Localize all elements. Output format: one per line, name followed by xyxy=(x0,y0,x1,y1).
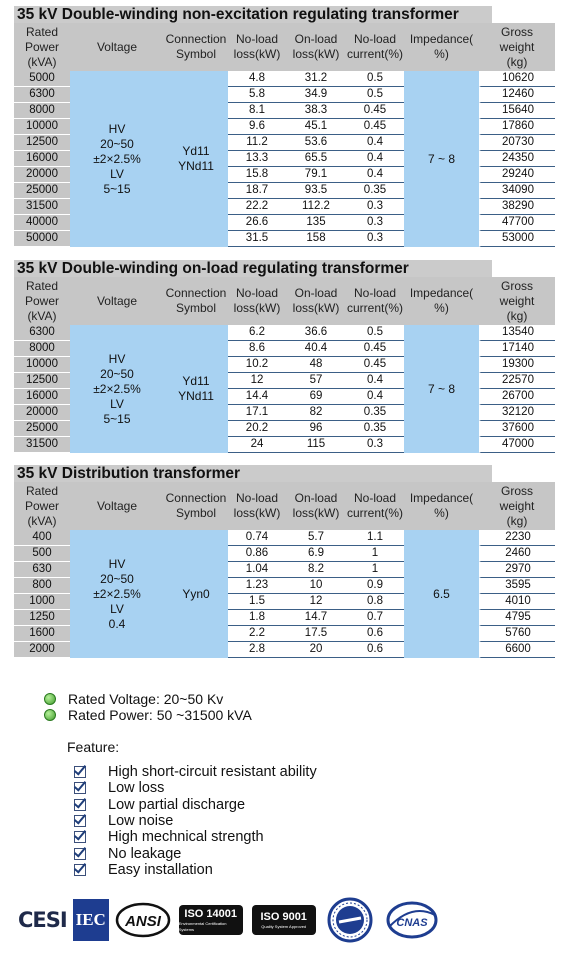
header-line: loss(kW) xyxy=(233,506,281,520)
header-line: weight xyxy=(499,498,535,513)
connection-line: YNd11 xyxy=(178,159,214,173)
onload-loss-cell: 135 xyxy=(286,215,346,231)
feature-item xyxy=(74,764,317,780)
connection-line: YNd11 xyxy=(178,389,214,403)
noload-current-cell: 0.35 xyxy=(346,405,404,421)
header-line: No-load xyxy=(353,32,397,46)
noload-current-cell: 0.7 xyxy=(346,610,404,626)
rated-power-cell: 31500 xyxy=(14,437,70,453)
gross-weight-cell: 15640 xyxy=(479,103,555,119)
noload-loss-cell: 6.2 xyxy=(228,325,286,341)
gross-weight-cell: 19300 xyxy=(479,357,555,373)
header-line: loss(kW) xyxy=(233,47,281,61)
spec-text: Rated Voltage: 20~50 Kv xyxy=(68,691,224,707)
column-header-onload-loss xyxy=(286,277,346,325)
header-line: On-load xyxy=(294,286,338,300)
noload-current-cell: 0.6 xyxy=(346,626,404,642)
noload-loss-cell: 1.04 xyxy=(228,562,286,578)
gross-weight-cell: 53000 xyxy=(479,231,555,247)
green-bullet-icon xyxy=(44,709,56,721)
header-line: current(%) xyxy=(346,301,403,315)
voltage-cell xyxy=(70,71,164,247)
header-line: Gross xyxy=(500,483,533,498)
header-line: Connection xyxy=(165,491,227,505)
header-line: No-load xyxy=(353,286,397,300)
gross-weight-cell: 13540 xyxy=(479,325,555,341)
checkbox-checked-icon xyxy=(74,766,86,778)
feature-text: Low loss xyxy=(108,780,165,797)
gross-weight-cell: 32120 xyxy=(479,405,555,421)
voltage-line: ±2×2.5% xyxy=(93,381,141,396)
certification-logos xyxy=(18,898,441,942)
column-header-noload-current xyxy=(346,277,404,325)
onload-loss-cell: 36.6 xyxy=(286,325,346,341)
onload-loss-cell: 158 xyxy=(286,231,346,247)
noload-loss-cell: 2.8 xyxy=(228,642,286,658)
noload-loss-cell: 5.8 xyxy=(228,87,286,103)
rated-power-cell: 31500 xyxy=(14,199,70,215)
checkbox-checked-icon xyxy=(74,799,86,811)
header-line: Symbol xyxy=(175,47,216,61)
rated-power-cell: 50000 xyxy=(14,231,70,247)
noload-current-cell: 0.3 xyxy=(346,231,404,247)
noload-current-cell: 1.1 xyxy=(346,530,404,546)
column-header-gross xyxy=(479,277,555,325)
rated-power-cell: 500 xyxy=(14,546,70,562)
noload-loss-cell: 0.86 xyxy=(228,546,286,562)
header-line: (kg) xyxy=(506,513,528,528)
noload-current-cell: 0.9 xyxy=(346,578,404,594)
rated-power-cell: 2000 xyxy=(14,642,70,658)
rated-power-cell: 400 xyxy=(14,530,70,546)
noload-loss-cell: 8.6 xyxy=(228,341,286,357)
noload-current-cell: 0.6 xyxy=(346,642,404,658)
column-header-noload-loss xyxy=(228,482,286,530)
voltage-line: 20~50 xyxy=(100,136,134,151)
gross-weight-cell: 22570 xyxy=(479,373,555,389)
header-line: No-load xyxy=(235,286,279,300)
onload-loss-cell: 40.4 xyxy=(286,341,346,357)
feature-text: Low noise xyxy=(108,813,174,830)
header-line: (kVA) xyxy=(27,54,57,69)
gross-weight-cell: 3595 xyxy=(479,578,555,594)
feature-item xyxy=(74,780,317,796)
connection-symbol-cell xyxy=(164,530,228,658)
header-line: loss(kW) xyxy=(292,47,340,61)
noload-current-cell: 1 xyxy=(346,562,404,578)
feature-text: Low partial discharge xyxy=(108,796,246,813)
onload-loss-cell: 5.7 xyxy=(286,530,346,546)
ansi-logo-text: ANSI xyxy=(124,913,161,930)
noload-current-cell: 0.35 xyxy=(346,183,404,199)
cesi-logo: CESI xyxy=(18,908,67,932)
ansi-logo xyxy=(115,901,171,939)
noload-loss-cell: 26.6 xyxy=(228,215,286,231)
header-line: loss(kW) xyxy=(292,506,340,520)
header-line: On-load xyxy=(294,32,338,46)
voltage-cell xyxy=(70,530,164,658)
noload-current-cell: 0.3 xyxy=(346,437,404,453)
rated-power-cell: 16000 xyxy=(14,151,70,167)
gross-weight-cell: 12460 xyxy=(479,87,555,103)
noload-loss-cell: 24 xyxy=(228,437,286,453)
rated-power-cell: 25000 xyxy=(14,183,70,199)
voltage-line: 5~15 xyxy=(103,411,131,426)
gross-weight-cell: 26700 xyxy=(479,389,555,405)
header-line: Impedance( xyxy=(409,286,474,300)
rated-power-cell: 12500 xyxy=(14,135,70,151)
gross-weight-cell: 38290 xyxy=(479,199,555,215)
voltage-line: ±2×2.5% xyxy=(93,586,141,601)
rated-power-cell: 5000 xyxy=(14,71,70,87)
noload-loss-cell: 11.2 xyxy=(228,135,286,151)
gross-weight-cell: 6600 xyxy=(479,642,555,658)
noload-loss-cell: 1.23 xyxy=(228,578,286,594)
onload-loss-cell: 20 xyxy=(286,642,346,658)
accreditation-seal-logo xyxy=(325,897,375,943)
header-line: Impedance( xyxy=(409,491,474,505)
rated-power-cell: 8000 xyxy=(14,341,70,357)
header-line: Connection xyxy=(165,32,227,46)
voltage-line: ±2×2.5% xyxy=(93,151,141,166)
iec-logo: IEC xyxy=(73,899,109,941)
onload-loss-cell: 6.9 xyxy=(286,546,346,562)
header-line: (kVA) xyxy=(27,308,57,323)
onload-loss-cell: 93.5 xyxy=(286,183,346,199)
noload-loss-cell: 20.2 xyxy=(228,421,286,437)
noload-current-cell: 1 xyxy=(346,546,404,562)
noload-current-cell: 0.35 xyxy=(346,421,404,437)
header-line: weight xyxy=(499,293,535,308)
connection-line: Yd11 xyxy=(182,374,210,388)
spec-table-section xyxy=(14,260,535,453)
spec-table-section xyxy=(14,465,535,658)
header-line: Gross xyxy=(500,278,533,293)
column-header-impedance xyxy=(404,277,479,325)
noload-loss-cell: 9.6 xyxy=(228,119,286,135)
feature-text: High short-circuit resistant ability xyxy=(108,764,317,781)
onload-loss-cell: 12 xyxy=(286,594,346,610)
feature-item xyxy=(74,813,317,829)
iso-14001-label: ISO 14001 xyxy=(184,907,237,920)
rated-power-cell: 20000 xyxy=(14,405,70,421)
rated-power-cell: 10000 xyxy=(14,119,70,135)
noload-loss-cell: 14.4 xyxy=(228,389,286,405)
voltage-line: HV xyxy=(108,556,126,571)
feature-item xyxy=(74,797,317,813)
header-line: Symbol xyxy=(175,506,216,520)
checkbox-checked-icon xyxy=(74,782,86,794)
column-header-gross xyxy=(479,482,555,530)
column-header-connection xyxy=(164,277,228,325)
noload-current-cell: 0.45 xyxy=(346,119,404,135)
cnas-logo-text: CNAS xyxy=(396,917,428,929)
impedance-cell: 7 ~ 8 xyxy=(404,325,479,453)
voltage-line: LV xyxy=(110,601,124,616)
column-header-power xyxy=(14,482,70,530)
noload-current-cell: 0.5 xyxy=(346,87,404,103)
gross-weight-cell: 37600 xyxy=(479,421,555,437)
rated-power-cell: 1250 xyxy=(14,610,70,626)
noload-loss-cell: 22.2 xyxy=(228,199,286,215)
rated-power-cell: 40000 xyxy=(14,215,70,231)
column-header-onload-loss xyxy=(286,23,346,71)
column-header-voltage: Voltage xyxy=(70,482,164,530)
noload-current-cell: 0.45 xyxy=(346,341,404,357)
gross-weight-cell: 17860 xyxy=(479,119,555,135)
column-header-connection xyxy=(164,23,228,71)
impedance-cell: 7 ~ 8 xyxy=(404,71,479,247)
voltage-line: HV xyxy=(108,121,126,136)
rated-power-cell: 6300 xyxy=(14,325,70,341)
gross-weight-cell: 34090 xyxy=(479,183,555,199)
connection-symbol-cell xyxy=(164,71,228,247)
onload-loss-cell: 115 xyxy=(286,437,346,453)
noload-current-cell: 0.3 xyxy=(346,199,404,215)
onload-loss-cell: 45.1 xyxy=(286,119,346,135)
feature-item xyxy=(74,845,317,861)
noload-loss-cell: 1.8 xyxy=(228,610,286,626)
noload-current-cell: 0.4 xyxy=(346,135,404,151)
rated-power-cell: 16000 xyxy=(14,389,70,405)
noload-current-cell: 0.3 xyxy=(346,215,404,231)
gross-weight-cell: 29240 xyxy=(479,167,555,183)
column-header-noload-loss xyxy=(228,23,286,71)
noload-current-cell: 0.4 xyxy=(346,167,404,183)
feature-text: High mechnical strength xyxy=(108,829,264,846)
header-line: (kg) xyxy=(506,54,528,69)
header-line: %) xyxy=(434,47,449,61)
noload-current-cell: 0.45 xyxy=(346,103,404,119)
header-line: Symbol xyxy=(175,301,216,315)
table-title: 35 kV Double-winding non-excitation regulating transformer xyxy=(14,6,492,23)
spec-text: Rated Power: 50 ~31500 kVA xyxy=(68,707,252,723)
iso-9001-logo xyxy=(252,905,316,935)
spec-table xyxy=(14,482,535,658)
table-title: 35 kV Double-winding on-load regulating transformer xyxy=(14,260,492,277)
iso-14001-sublabel: Environmental Certification Systems xyxy=(178,920,227,932)
header-line: Impedance( xyxy=(409,32,474,46)
column-header-voltage: Voltage xyxy=(70,277,164,325)
noload-loss-cell: 4.8 xyxy=(228,71,286,87)
iso-9001-sublabel: Quality System Approved xyxy=(261,923,307,929)
header-line: On-load xyxy=(294,491,338,505)
header-line: Power xyxy=(24,293,59,308)
column-header-power xyxy=(14,23,70,71)
noload-current-cell: 0.4 xyxy=(346,373,404,389)
onload-loss-cell: 57 xyxy=(286,373,346,389)
column-header-gross xyxy=(479,23,555,71)
noload-loss-cell: 10.2 xyxy=(228,357,286,373)
rated-power-cell: 20000 xyxy=(14,167,70,183)
onload-loss-cell: 65.5 xyxy=(286,151,346,167)
checkbox-checked-icon xyxy=(74,864,86,876)
connection-line: Yd11 xyxy=(182,144,210,158)
onload-loss-cell: 14.7 xyxy=(286,610,346,626)
onload-loss-cell: 79.1 xyxy=(286,167,346,183)
gross-weight-cell: 24350 xyxy=(479,151,555,167)
connection-line: Yyn0 xyxy=(182,586,210,601)
rated-power-cell: 1000 xyxy=(14,594,70,610)
header-line: (kg) xyxy=(506,308,528,323)
table-title: 35 kV Distribution transformer xyxy=(14,465,492,482)
gross-weight-cell: 2230 xyxy=(479,530,555,546)
header-line: No-load xyxy=(235,491,279,505)
spec-item xyxy=(44,707,252,723)
onload-loss-cell: 34.9 xyxy=(286,87,346,103)
gross-weight-cell: 4010 xyxy=(479,594,555,610)
spec-table xyxy=(14,277,535,453)
feature-list xyxy=(74,764,317,878)
rated-power-cell: 1600 xyxy=(14,626,70,642)
noload-loss-cell: 8.1 xyxy=(228,103,286,119)
header-line: weight xyxy=(499,39,535,54)
column-header-voltage: Voltage xyxy=(70,23,164,71)
feature-text: Easy installation xyxy=(108,861,213,878)
noload-loss-cell: 13.3 xyxy=(228,151,286,167)
voltage-line: LV xyxy=(110,166,124,181)
cnas-logo xyxy=(383,899,441,941)
noload-current-cell: 0.4 xyxy=(346,389,404,405)
noload-loss-cell: 0.74 xyxy=(228,530,286,546)
header-line: Connection xyxy=(165,286,227,300)
column-header-impedance xyxy=(404,23,479,71)
header-line: No-load xyxy=(235,32,279,46)
gross-weight-cell: 2970 xyxy=(479,562,555,578)
column-header-noload-current xyxy=(346,482,404,530)
gross-weight-cell: 20730 xyxy=(479,135,555,151)
voltage-line: 5~15 xyxy=(103,181,131,196)
noload-loss-cell: 15.8 xyxy=(228,167,286,183)
rated-power-cell: 800 xyxy=(14,578,70,594)
header-line: Power xyxy=(24,39,59,54)
voltage-line: LV xyxy=(110,396,124,411)
voltage-line: 20~50 xyxy=(100,366,134,381)
onload-loss-cell: 112.2 xyxy=(286,199,346,215)
header-line: Rated xyxy=(25,278,59,293)
header-line: %) xyxy=(434,506,449,520)
onload-loss-cell: 82 xyxy=(286,405,346,421)
noload-loss-cell: 17.1 xyxy=(228,405,286,421)
impedance-cell: 6.5 xyxy=(404,530,479,658)
gross-weight-cell: 2460 xyxy=(479,546,555,562)
header-line: current(%) xyxy=(346,506,403,520)
spec-table xyxy=(14,23,535,247)
rated-power-cell: 10000 xyxy=(14,357,70,373)
checkbox-checked-icon xyxy=(74,831,86,843)
noload-current-cell: 0.5 xyxy=(346,325,404,341)
noload-current-cell: 0.5 xyxy=(346,71,404,87)
onload-loss-cell: 10 xyxy=(286,578,346,594)
gross-weight-cell: 47700 xyxy=(479,215,555,231)
header-line: Rated xyxy=(25,483,59,498)
feature-heading: Feature: xyxy=(67,739,120,755)
checkbox-checked-icon xyxy=(74,848,86,860)
onload-loss-cell: 8.2 xyxy=(286,562,346,578)
voltage-line: HV xyxy=(108,351,126,366)
connection-symbol-cell xyxy=(164,325,228,453)
header-line: Gross xyxy=(500,24,533,39)
noload-current-cell: 0.4 xyxy=(346,151,404,167)
header-line: (kVA) xyxy=(27,513,57,528)
feature-item xyxy=(74,829,317,845)
noload-loss-cell: 18.7 xyxy=(228,183,286,199)
gross-weight-cell: 5760 xyxy=(479,626,555,642)
column-header-onload-loss xyxy=(286,482,346,530)
spec-table-section xyxy=(14,6,535,247)
header-line: %) xyxy=(434,301,449,315)
gross-weight-cell: 10620 xyxy=(479,71,555,87)
voltage-line: 20~50 xyxy=(100,571,134,586)
column-header-impedance xyxy=(404,482,479,530)
voltage-cell xyxy=(70,325,164,453)
header-line: Power xyxy=(24,498,59,513)
gross-weight-cell: 47000 xyxy=(479,437,555,453)
noload-loss-cell: 2.2 xyxy=(228,626,286,642)
header-line: current(%) xyxy=(346,47,403,61)
onload-loss-cell: 38.3 xyxy=(286,103,346,119)
header-line: loss(kW) xyxy=(292,301,340,315)
feature-item xyxy=(74,862,317,878)
spec-bullets xyxy=(44,691,252,723)
rated-power-cell: 12500 xyxy=(14,373,70,389)
column-header-power xyxy=(14,277,70,325)
onload-loss-cell: 31.2 xyxy=(286,71,346,87)
rated-power-cell: 6300 xyxy=(14,87,70,103)
feature-text: No leakage xyxy=(108,845,182,862)
header-line: Rated xyxy=(25,24,59,39)
rated-power-cell: 630 xyxy=(14,562,70,578)
column-header-noload-current xyxy=(346,23,404,71)
noload-current-cell: 0.45 xyxy=(346,357,404,373)
noload-current-cell: 0.8 xyxy=(346,594,404,610)
gross-weight-cell: 17140 xyxy=(479,341,555,357)
onload-loss-cell: 96 xyxy=(286,421,346,437)
onload-loss-cell: 48 xyxy=(286,357,346,373)
voltage-line: 0.4 xyxy=(108,616,126,631)
rated-power-cell: 8000 xyxy=(14,103,70,119)
onload-loss-cell: 53.6 xyxy=(286,135,346,151)
header-line: No-load xyxy=(353,491,397,505)
noload-loss-cell: 1.5 xyxy=(228,594,286,610)
iso-14001-logo xyxy=(179,905,243,935)
onload-loss-cell: 17.5 xyxy=(286,626,346,642)
checkbox-checked-icon xyxy=(74,815,86,827)
onload-loss-cell: 69 xyxy=(286,389,346,405)
column-header-noload-loss xyxy=(228,277,286,325)
noload-loss-cell: 12 xyxy=(228,373,286,389)
iso-9001-label: ISO 9001 xyxy=(260,910,307,923)
noload-loss-cell: 31.5 xyxy=(228,231,286,247)
column-header-connection xyxy=(164,482,228,530)
rated-power-cell: 25000 xyxy=(14,421,70,437)
header-line: loss(kW) xyxy=(233,301,281,315)
gross-weight-cell: 4795 xyxy=(479,610,555,626)
green-bullet-icon xyxy=(44,693,56,705)
spec-item xyxy=(44,691,252,707)
